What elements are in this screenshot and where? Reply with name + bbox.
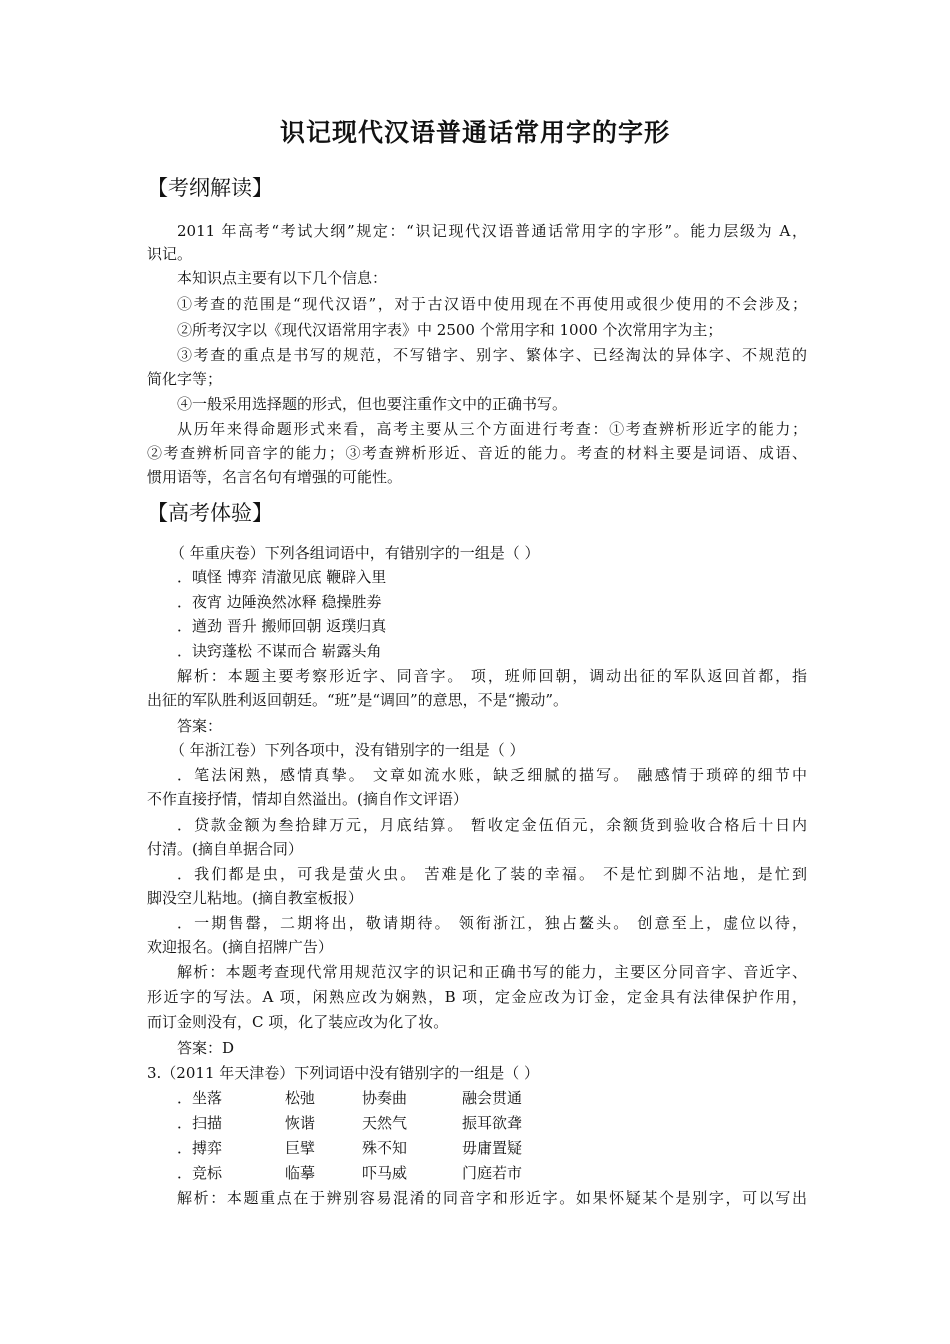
word-cell: 恢谐 bbox=[285, 1114, 316, 1132]
paragraph-line: 本知识点主要有以下几个信息： bbox=[177, 269, 388, 287]
paragraph-line: ②考查辨析同音字的能力；③考查辨析形近、音近的能力。考查的材料主要是词语、成语、 bbox=[147, 444, 807, 462]
question-option: 付清。(摘自单据合同） bbox=[147, 840, 303, 858]
word-cell: ．搏弈 bbox=[177, 1139, 223, 1157]
question-option: 欢迎报名。(摘自招牌广告） bbox=[147, 938, 333, 956]
paragraph-line: 惯用语等，名言名句有增强的可能性。 bbox=[147, 468, 403, 486]
word-cell: 协奏曲 bbox=[362, 1089, 408, 1107]
section-heading-kaogang: 【考纲解读】 bbox=[147, 176, 273, 200]
question-option: ．贷款金额为叁拾肆万元，月底结算。 暂收定金伍佰元，余额货到验收合格后十日内 bbox=[177, 816, 807, 834]
question-option: ．我们都是虫，可我是萤火虫。 苦难是化了装的幸福。 不是忙到脚不沾地，是忙到 bbox=[177, 865, 807, 883]
word-cell: 巨擘 bbox=[285, 1139, 316, 1157]
word-cell: 振耳欲聋 bbox=[462, 1114, 523, 1132]
word-cell: ．坐落 bbox=[177, 1089, 223, 1107]
analysis-line: 出征的军队胜利返回朝廷。“班”是“调回”的意思，不是“搬动”。 bbox=[147, 691, 569, 709]
analysis-line: 形近字的写法。A 项，闲熟应改为娴熟，B 项，定金应改为订金，定金具有法律保护作用， bbox=[147, 988, 807, 1006]
word-cell: 临摹 bbox=[285, 1164, 316, 1182]
question-option: 不作直接抒情，情却自然溢出。(摘自作文评语） bbox=[147, 790, 468, 808]
analysis-line: 解析：本题考查现代常用规范汉字的识记和正确书写的能力，主要区分同音字、音近字、 bbox=[177, 963, 807, 981]
analysis-line: 解析：本题重点在于辨别容易混淆的同音字和形近字。如果怀疑某个是别字，可以写出 bbox=[177, 1189, 807, 1207]
word-cell: 吓马威 bbox=[362, 1164, 408, 1182]
answer-line: 答案：D bbox=[177, 1039, 235, 1057]
paragraph-line: ④一般采用选择题的形式，但也要注重作文中的正确书写。 bbox=[177, 395, 568, 413]
paragraph-line: 识记。 bbox=[147, 245, 193, 263]
paragraph-line: ②所考汉字以《现代汉语常用字表》中 2500 个常用字和 1000 个次常用字为主； bbox=[177, 321, 723, 339]
question-option: ．夜宵 边陲涣然冰释 稳操胜劵 bbox=[177, 593, 382, 611]
word-cell: 毋庸置疑 bbox=[462, 1139, 523, 1157]
analysis-line: 解析：本题主要考察形近字、同音字。 项，班师回朝，调动出征的军队返回首都，指 bbox=[177, 667, 807, 685]
paragraph-line: 简化字等； bbox=[147, 370, 223, 388]
question-option: ．遒劲 晋升 搬师回朝 返璞归真 bbox=[177, 617, 387, 635]
paragraph-line: 2011 年高考“考试大纲”规定：“识记现代汉语普通话常用字的字形”。能力层级为 A， bbox=[177, 222, 807, 240]
question-stem: （ 年浙江卷）下列各项中，没有错别字的一组是（ ） bbox=[170, 741, 525, 759]
word-cell: 松弛 bbox=[285, 1089, 316, 1107]
question-option: ．一期售罄，二期将出，敬请期待。 领衔浙江，独占鳌头。 创意至上，虚位以待， bbox=[177, 914, 807, 932]
question-option: ．嗔怪 博弈 清澈见底 鞭辟入里 bbox=[177, 568, 387, 586]
paragraph-line: 从历年来得命题形式来看，高考主要从三个方面进行考查：①考查辨析形近字的能力； bbox=[177, 420, 807, 438]
section-heading-tiyan: 【高考体验】 bbox=[147, 501, 273, 525]
page-title: 识记现代汉语普通话常用字的字形 bbox=[279, 118, 670, 147]
paragraph-line: ①考查的范围是“现代汉语”，对于古汉语中使用现在不再使用或很少使用的不会涉及； bbox=[177, 295, 807, 313]
word-cell: ．竞标 bbox=[177, 1164, 223, 1182]
word-cell: ．扫描 bbox=[177, 1114, 223, 1132]
question-option: 脚没空儿粘地。(摘自教室板报） bbox=[147, 889, 363, 907]
paragraph-line: ③考查的重点是书写的规范，不写错字、别字、繁体字、已经淘汰的异体字、不规范的 bbox=[177, 346, 807, 364]
question-stem: 3.（2011 年天津卷）下列词语中没有错别字的一组是（ ） bbox=[147, 1064, 540, 1082]
word-cell: 融会贯通 bbox=[462, 1089, 523, 1107]
word-cell: 门庭若市 bbox=[462, 1164, 523, 1182]
word-cell: 殊不知 bbox=[362, 1139, 408, 1157]
word-cell: 天然气 bbox=[362, 1114, 408, 1132]
question-option: ．笔法闲熟，感情真挚。 文章如流水账，缺乏细腻的描写。 融感情于琐碎的细节中 bbox=[177, 766, 807, 784]
question-stem: （ 年重庆卷）下列各组词语中，有错别字的一组是（ ） bbox=[170, 544, 540, 562]
analysis-line: 而订金则没有，C 项，化了装应改为化了妆。 bbox=[147, 1013, 449, 1031]
question-option: ．诀窍蓬松 不谋而合 崭露头角 bbox=[177, 642, 382, 660]
answer-line: 答案： bbox=[177, 717, 223, 735]
